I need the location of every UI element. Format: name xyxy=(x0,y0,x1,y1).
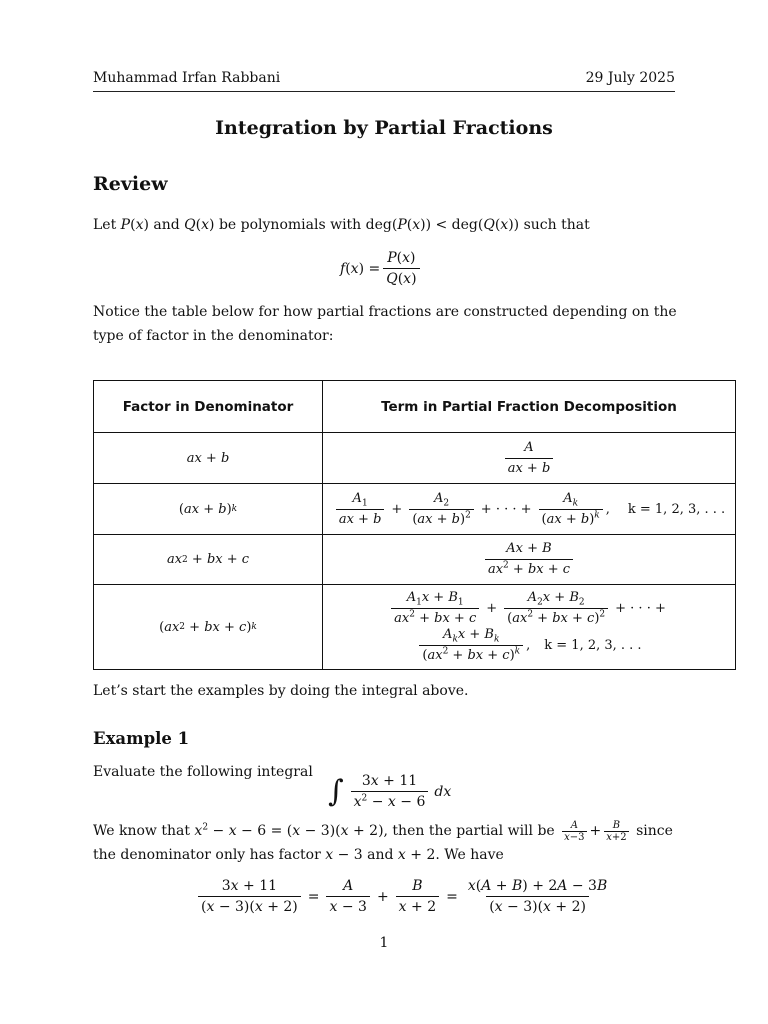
author-name: Muhammad Irfan Rabbani xyxy=(93,70,281,86)
decomposition-equation: $\frac{3x + 11}{(x - 3)(x + 2)}$ = $\frac{A}{x - 3}$ + $\frac{B}{x + 2}$ = $\frac{x(A + B) + 2A - 3B}{(x - 3)(x + 2)}$ xyxy=(195,878,613,915)
table-header-term: Term in Partial Fraction Decomposition xyxy=(323,381,736,433)
document-title: Integration by Partial Fractions xyxy=(215,117,553,139)
review-intro: Let P(x) and Q(x) be polynomials with deg(P(x)) < deg(Q(x)) such that xyxy=(93,217,590,233)
definition-equation: f(x) = $\frac{P(x)}{Q(x)}$ xyxy=(340,250,423,287)
table-row: ( ax + b ) k $\frac{A_1}{ax + b}$ + $\frac{A_2}{(ax + b)^2}$ + · · · + $\frac{A_k}{(ax + b)^k}$ , k = 1, 2, 3, . . . xyxy=(94,484,736,535)
page-header xyxy=(93,70,675,92)
table-row: ax 2 + bx + c $\frac{Ax + B}{ax^2 + bx + c}$ xyxy=(94,535,736,585)
table-header-factor: Factor in Denominator xyxy=(94,381,323,433)
section-heading-review: Review xyxy=(93,173,168,195)
partial-fraction-table xyxy=(93,380,736,670)
example-heading: Example 1 xyxy=(93,729,190,748)
notice-paragraph: Notice the table below for how partial fractions are constructed depending on the type of factor in the denominator: xyxy=(93,304,677,344)
document-date: 29 July 2025 xyxy=(585,70,675,86)
example-prompt: Evaluate the following integral xyxy=(93,764,313,780)
table-row: ax + b $\frac{A}{ax + b}$ xyxy=(94,433,736,484)
page-number: 1 xyxy=(379,935,389,951)
after-table-text: Let’s start the examples by doing the integral above. xyxy=(93,683,469,699)
integral-equation: ∫ $\frac{3x + 11}{x^2 - x - 6}$ dx xyxy=(328,773,452,810)
table-header-row xyxy=(94,381,736,433)
example-explanation: We know that $x^2 - x - 6 = (x - 3)(x + 2)$, then the partial will be $\frac{A}{x-3}$ + $\frac{B}{x+2}$ since the denominator only has factor x − 3 and x + 2. We have xyxy=(93,819,673,863)
table-row: ( ax 2 + bx + c ) k $\frac{A_1x + B_1}{ax^2 + bx + c}$ + $\frac{A_2x + B_2}{(ax^2 + bx + c)^2}$ + · · · + $\frac{A_kx + B_k}{(ax^2 + bx + c)^k}$ , k = 1, 2, 3, . . . xyxy=(94,585,736,670)
